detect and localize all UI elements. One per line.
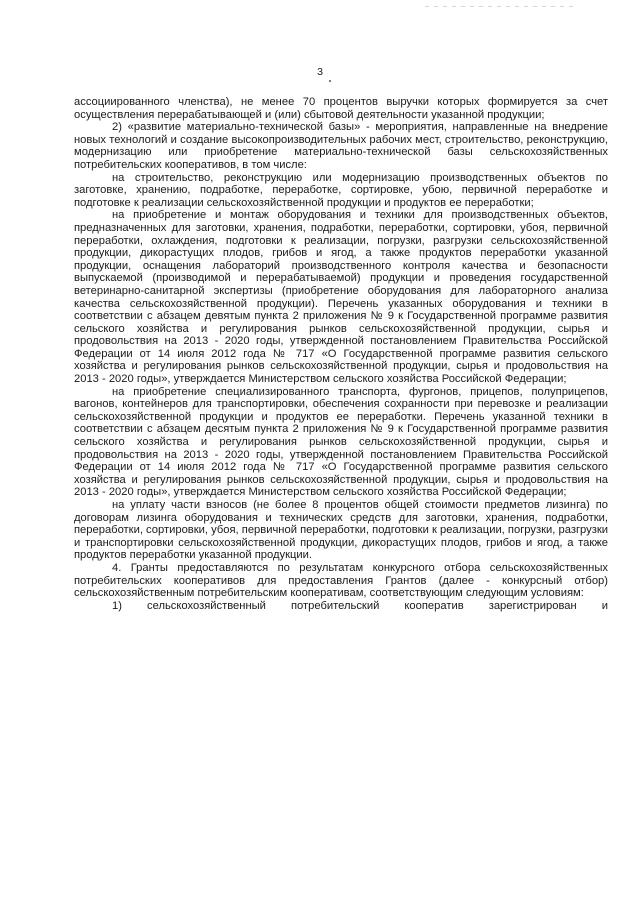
paragraph-continuation: ассоциированного членства), не менее 70 процентов выручки которых формируется за счет осуществления перерабатывающей и (или) сбытовой деятельности указанной продукции; [74, 96, 608, 121]
paragraph-equipment: на приобретение и монтаж оборудования и техники для производственных объектов, предназначенных для заготовки, хранения, подработки, переработки, сортировки, убоя, первичной переработки, охлаждения, подготовки к реализации, погрузки, разгрузки сельскохозяйственной продукции, дикорастущих плодов, грибов и ягод, а также продуктов переработки указанной продукции, оснащения лабораторий производственного контроля качества и безопасности выпускаемой (производимой и перерабатываемой) продукции и проведения государственной ветеринарно-санитарной экспертизы (приобретение оборудования для лабораторного анализа качества сельскохозяйственной продукции). Перечень указанных оборудования и техники в соответствии с абзацем девятым пункта 2 приложения № 9 к Государственной программе развития сельского хозяйства и регулирования рынков сельскохозяйственной продукции, сырья и продовольствия на 2013 - 2020 годы, утвержденной постановлением Правительства Российской Федерации от 14 июля 2012 года № 717 «О Государственной программе развития сельского хозяйства и регулирования рынков сельскохозяйственной продукции, сырья и продовольствия на 2013 - 2020 годы», утверждается Министерством сельского хозяйства Российской Федерации; [74, 209, 608, 386]
scan-artifact [425, 6, 575, 7]
document-body [74, 96, 608, 612]
paragraph-item-4: 4. Гранты предоставляются по результатам конкурсного отбора сельскохозяйственных потребительских кооперативов для предоставления Грантов (далее - конкурсный отбор) сельскохозяйственным потребительским кооперативам, соответствующим следующим условиям: [74, 561, 608, 600]
paragraph-condition-1: 1) сельскохозяйственный потребительский кооператив зарегистрирован и [112, 599, 608, 612]
scan-dot [329, 80, 331, 82]
paragraph-construction: на строительство, реконструкцию или модернизацию производственных объектов по заготовке, хранению, подработке, переработке, сортировке, убою, первичной переработке и подготовке к реализации сельскохозяйственной продукции и продуктов ее переработки; [74, 171, 608, 209]
page-number: 3 [317, 66, 323, 78]
paragraph-transport: на приобретение специализированного транспорта, фургонов, прицепов, полуприцепов, вагонов, контейнеров для транспортировки, обеспечения сохранности при перевозке и реализации сельскохозяйственной продукции и продуктов ее переработки. Перечень указанной техники в соответствии с абзацем десятым пункта 2 приложения № 9 к Государственной программе развития сельского хозяйства и регулирования рынков сельскохозяйственной продукции, сырья и продовольствия на 2013 - 2020 годы, утвержденной постановлением Правительства Российской Федерации от 14 июля 2012 года № 717 «О Государственной программе развития сельского хозяйства и регулирования рынков сельскохозяйственной продукции, сырья и продовольствия на 2013 - 2020 годы», утверждается Министерством сельского хозяйства Российской Федерации; [74, 385, 608, 499]
paragraph-item-2: 2) «развитие материально-технической базы» - мероприятия, направленные на внедрение новых технологий и создание высокопроизводительных рабочих мест, строительство, реконструкцию, модернизацию или приобретение материально-технической базы сельскохозяйственных потребительских кооперативов, в том числе: [74, 121, 608, 171]
paragraph-leasing: на уплату части взносов (не более 8 процентов общей стоимости предметов лизинга) по договорам лизинга оборудования и технических средств для заготовки, хранения, подработки, переработки, сортировки, убоя, первичной переработки, подготовки к реализации, погрузки, разгрузки и транспортировки сельскохозяйственной продукции, дикорастущих плодов, грибов и ягод, а также продуктов переработки указанной продукции. [74, 499, 608, 562]
